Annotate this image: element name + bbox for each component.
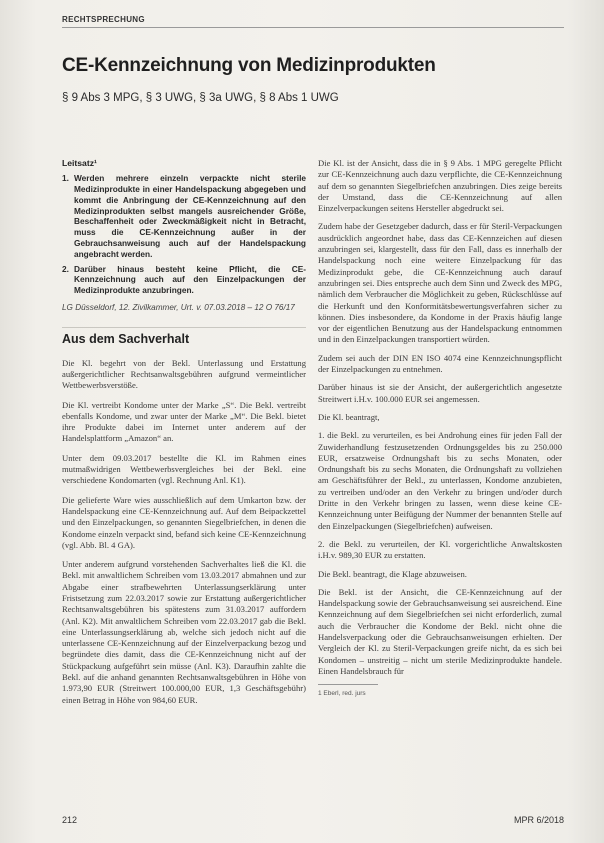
body-paragraph: Darüber hinaus ist sie der Ansicht, der außergerichtlich angesetzte Streitwert i.H.v. 100.000 EUR sei angemessen. <box>318 382 562 404</box>
body-paragraph: Die gelieferte Ware wies ausschließlich auf dem Umkarton bzw. der Handelspackung eine CE-Kennzeichnung auf. Auf dem Beipackzettel und den Einzelpackungen, so genannten Siegelbriefchen, in denen die Kondome einzeln verpackt sind, befand sich keine CE-Kennzeichnung (vgl. Abb. Bl. 4 GA). <box>62 494 306 550</box>
body-paragraph: Zudem habe der Gesetzgeber dadurch, dass er für Steril-Verpackungen ausdrücklich angeordnet habe, dass das CE-Kennzeichen auf diesen anzubringen sei, klargestellt, dass für den Fall, dass es innerhalb der Handelspackung noch eine weitere Einzelpackung für das Medizinprodukt gebe, die CE-Kennzeichnung auch darauf anzubringen sei. Dies entspreche auch dem Sinn und Zweck des MPG, nämlich dem Verbraucher die Möglichkeit zu geben, Rückschlüsse auf die Herkunft und den Konformitätsbewertungsverfahren sicher zu können. Dies insbesondere, da Kondome in der Praxis häufig lange vor der eigentlichen Benutzung aus der Handelspackung entnommen und in den Einzelpackungen transportiert würden. <box>318 221 562 345</box>
body-paragraph: Die Kl. ist der Ansicht, dass die in § 9 Abs. 1 MPG geregelte Pflicht zur CE-Kennzeichnung auch dazu verpflichte, die CE-Kennzeichnung auf dem so genannten Siegelbriefchen anzubringen. Dies zeige bereits der Umstand, dass die CE-Kennzeichnung auf allen Einzelverpackungen seitens Hersteller abgedruckt sei. <box>318 158 562 214</box>
footnote-rule <box>318 684 378 685</box>
leitsatz-number: 1. <box>62 173 69 184</box>
body-paragraph: Unter dem 09.03.2017 bestellte die Kl. im Rahmen eines mutmaßwidrigen Wettbewerbsvergleiches bei der Bekl. eine verschiedene Kondomarten (vgl. Rechnung Anl. K1). <box>62 452 306 486</box>
body-paragraph: Die Bekl. beantragt, die Klage abzuweisen. <box>318 568 467 579</box>
body-paragraph: 2. die Bekl. zu verurteilen, der Kl. vorgerichtliche Anwaltskosten i.H.v. 989,30 EUR zu erstatten. <box>318 538 562 561</box>
article-subtitle: § 9 Abs 3 MPG, § 3 UWG, § 3a UWG, § 8 Abs 1 UWG <box>62 92 339 104</box>
body-paragraph: Die Kl. beantragt, <box>318 411 380 422</box>
page-number: 212 <box>62 815 78 825</box>
article-title: CE-Kennzeichnung von Medizinprodukten <box>62 55 436 76</box>
body-paragraph: Die Bekl. ist der Ansicht, die CE-Kennzeichnung auf der Handelspackung sowie der Gebrauchsanweisung sei ausreichend. Eine Kennzeichnung auf dem Siegelbriefchen sei nicht erforderlich, zumal auch die Verbraucher die Kondome der Bekl. nicht ohne die Handelsverpackung oder die Gebrauchsanweisungen erhielten. Der Vergleich der Kl. zu Steril-Verpackungen greife nicht, da es sich bei Kondomen – unstreitig – nicht um sterile Medizinprodukte handele. Einen Handelsbrauch für <box>318 586 562 676</box>
body-paragraph: 1. die Bekl. zu verurteilen, es bei Androhung eines für jeden Fall der Zuwiderhandlung festzusetzenden Ordnungsgeldes bis zu 250.000 EUR, ersatzweise Ordnungshaft bis zu sechs Monaten, oder Ordnungshaft bis zu sechs Monaten, die Ordnungshaft zu vollziehen am Geschäftsführer der Bekl., zu unterlassen, Kondome anzubieten, zu vertreiben und/oder an den Verkehr zu bringen und/oder durch Dritte in den Verkehr bringen zu lassen, wenn diese keine CE-Kennzeichnung unter Beifügung der Nummer der benannten Stelle auf den Einzelpackungen (Siegelbriefchen) aufweisen. <box>318 430 562 531</box>
footnote: 1 Eberl, red. jurs <box>318 690 366 698</box>
journal-issue: MPR 6/2018 <box>513 815 564 825</box>
body-paragraph: Die Kl. begehrt von der Bekl. Unterlassung und Erstattung außergerichtlicher Rechtsanwaltsgebühren aufgrund vermeintlicher Wettbewerbsverstöße. <box>62 357 306 391</box>
section-kicker: RECHTSPRECHUNG <box>62 15 145 24</box>
leitsatz-text: Darüber hinaus besteht keine Pflicht, die CE-Kennzeichnung auch auf den Einzelpackungen der Medizinprodukte anzubringen. <box>74 263 306 296</box>
court-citation: LG Düsseldorf, 12. Zivilkammer, Urt. v. 07.03.2018 – 12 O 76/17 <box>62 303 295 313</box>
body-paragraph: Unter anderem aufgrund vorstehenden Sachverhaltes ließ die Kl. die Bekl. mit anwaltlichem Schreiben vom 13.03.2017 abmahnen und zur Abgabe einer strafbewehrten Unterlassungserklärung unter Fristsetzung zum 22.03.2017 sowie zur Erstattung außergerichtlicher Rechtsanwaltsgebühren bis spätestens zum 31.03.2017 auffordern (Anl. K2). Mit anwaltlichem Schreiben vom 22.03.2017 gab die Bekl. eine Unterlassungserklärung ab, welche sich jedoch nicht auf die unterlassene CE-Kennzeichnung auf der Einzelverpackung bezog und begründete dies damit, dass die CE-Kennzeichnung nicht auf der Stückpackung aufgeführt sein müsse (Anl. K3). Daraufhin zahlte die Bekl. auf die anhand genannten Rechtsanwaltsgebühren in Höhe von 1.973,90 EUR (Streitwert 100.000,00 EUR, 1,3 Geschäftsgebühr) einen Betrag in Höhe von 984,60 EUR. <box>62 559 306 705</box>
body-paragraph: Zudem sei auch der DIN EN ISO 4074 eine Kennzeichnungspflicht der Einzelpackungen zu entnehmen. <box>318 352 562 375</box>
left-column <box>62 158 306 714</box>
leitsatz-item <box>62 264 306 296</box>
leitsatz-number: 2. <box>62 263 69 274</box>
leitsatz-list <box>62 173 306 296</box>
leitsatz-text: Werden mehrere einzeln verpackte nicht sterile Medizinprodukte in einer Handelspackung abgegeben und kommt die Anbringung der CE-Kennzeichnung auf den Medizinprodukten selbst mangels ausreichender Größe, Beschaffenheit oder Zweckmäßigkeit nicht in Betracht, muss die CE-Kennzeichnung außer in der Gebrauchsanweisung auch auf der Handelspackung angebracht werden. <box>74 173 306 259</box>
header-rule <box>62 27 564 28</box>
leitsatz-item <box>62 173 306 259</box>
section-heading: Aus dem Sachverhalt <box>62 327 306 345</box>
leitsatz-heading: Leitsatz¹ <box>62 158 97 168</box>
right-column <box>318 158 562 699</box>
body-paragraph: Die Kl. vertreibt Kondome unter der Marke „S“. Die Bekl. vertreibt ebenfalls Kondome, und zwar unter der Marke „M“. Die Bekl. bietet ihre Produkte dabei im Internet unter anderem auf der Handelsplattform „Amazon“ an. <box>62 399 306 444</box>
